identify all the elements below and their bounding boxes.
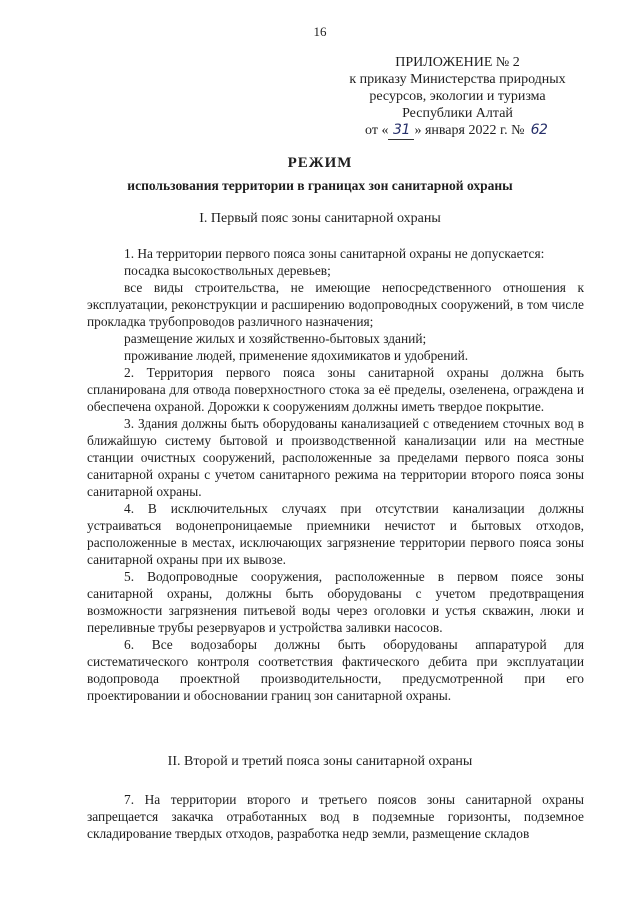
appendix-republic-line: Республики Алтай — [402, 106, 513, 121]
handwritten-order-number: 62 — [530, 122, 548, 138]
paragraph: 5. Водопроводные сооружения, расположенные в первом поясе зоны санитарной охраны, должны быть оборудованы с учетом предотвращения возможности загрязнения питьевой воды через оголовки и устья скважин, люки и переливные трубы резервуаров и устройства заливки насосов. — [87, 569, 584, 635]
section-2-heading: II. Второй и третий пояса зоны санитарной охраны — [167, 754, 473, 769]
list-item: посадка высокоствольных деревьев; — [124, 263, 331, 278]
section-2-body — [87, 791, 584, 842]
paragraph: 6. Все водозаборы должны быть оборудованы аппаратурой для систематического контроля соответствия фактического дебита при эксплуатации водопровода проектной производительности, предусмотренной при его проектировании и обосновании границ зон санитарной охраны. — [87, 637, 584, 703]
document-subtitle: использования территории в границах зон санитарной охраны — [127, 178, 513, 193]
paragraph: 2. Территория первого пояса зоны санитарной охраны должна быть спланирована для отвода поверхностного стока за её пределы, озеленена, ограждена и обеспечена охраной. Дорожки к сооружениям должны иметь твердое покрытие. — [87, 365, 584, 414]
list-item: размещение жилых и хозяйственно-бытовых зданий; — [124, 331, 427, 346]
appendix-title: ПРИЛОЖЕНИЕ № 2 — [395, 55, 520, 70]
list-item: все виды строительства, не имеющие непосредственного отношения к эксплуатации, реконструкции и расширению водопроводных сооружений, в том числе прокладка трубопроводов различного назначения; — [87, 280, 584, 329]
paragraph: 3. Здания должны быть оборудованы канализацией с отведением сточных вод в ближайшую систему бытовой и производственной канализации или на местные станции очистных сооружений, расположенные за пределами первого пояса зоны санитарной охраны с учетом санитарного режима на территории второго пояса зоны санитарной охраны. — [87, 416, 584, 499]
appendix-order-line: к приказу Министерства природных — [349, 72, 566, 87]
date-prefix: от « — [365, 123, 389, 138]
section-1-body — [87, 245, 584, 704]
page-number: 16 — [313, 24, 327, 39]
appendix-ministry-line: ресурсов, экологии и туризма — [369, 89, 546, 104]
section-1-heading: I. Первый пояс зоны санитарной охраны — [199, 211, 441, 226]
list-item: проживание людей, применение ядохимикатов и удобрений. — [124, 348, 469, 363]
paragraph: 4. В исключительных случаях при отсутствии канализации должны устраиваться водонепроницаемые приемники нечистот и бытовых отходов, расположенные в местах, исключающих загрязнение территории первого пояса зоны санитарной охраны при их вывозе. — [87, 501, 584, 567]
paragraph: 1. На территории первого пояса зоны санитарной охраны не допускается: — [124, 246, 545, 261]
appendix-block — [330, 54, 585, 140]
document-title: РЕЖИМ — [287, 155, 353, 171]
appendix-date-line — [330, 122, 585, 140]
handwritten-day: 31 — [388, 122, 414, 140]
paragraph: 7. На территории второго и третьего поясов зоны санитарной охраны запрещается закачка отработанных вод в подземные горизонты, подземное складирование твердых отходов, разработка недр земли, размещение складов — [87, 792, 584, 841]
date-middle: » января 2022 г. № — [414, 123, 525, 138]
